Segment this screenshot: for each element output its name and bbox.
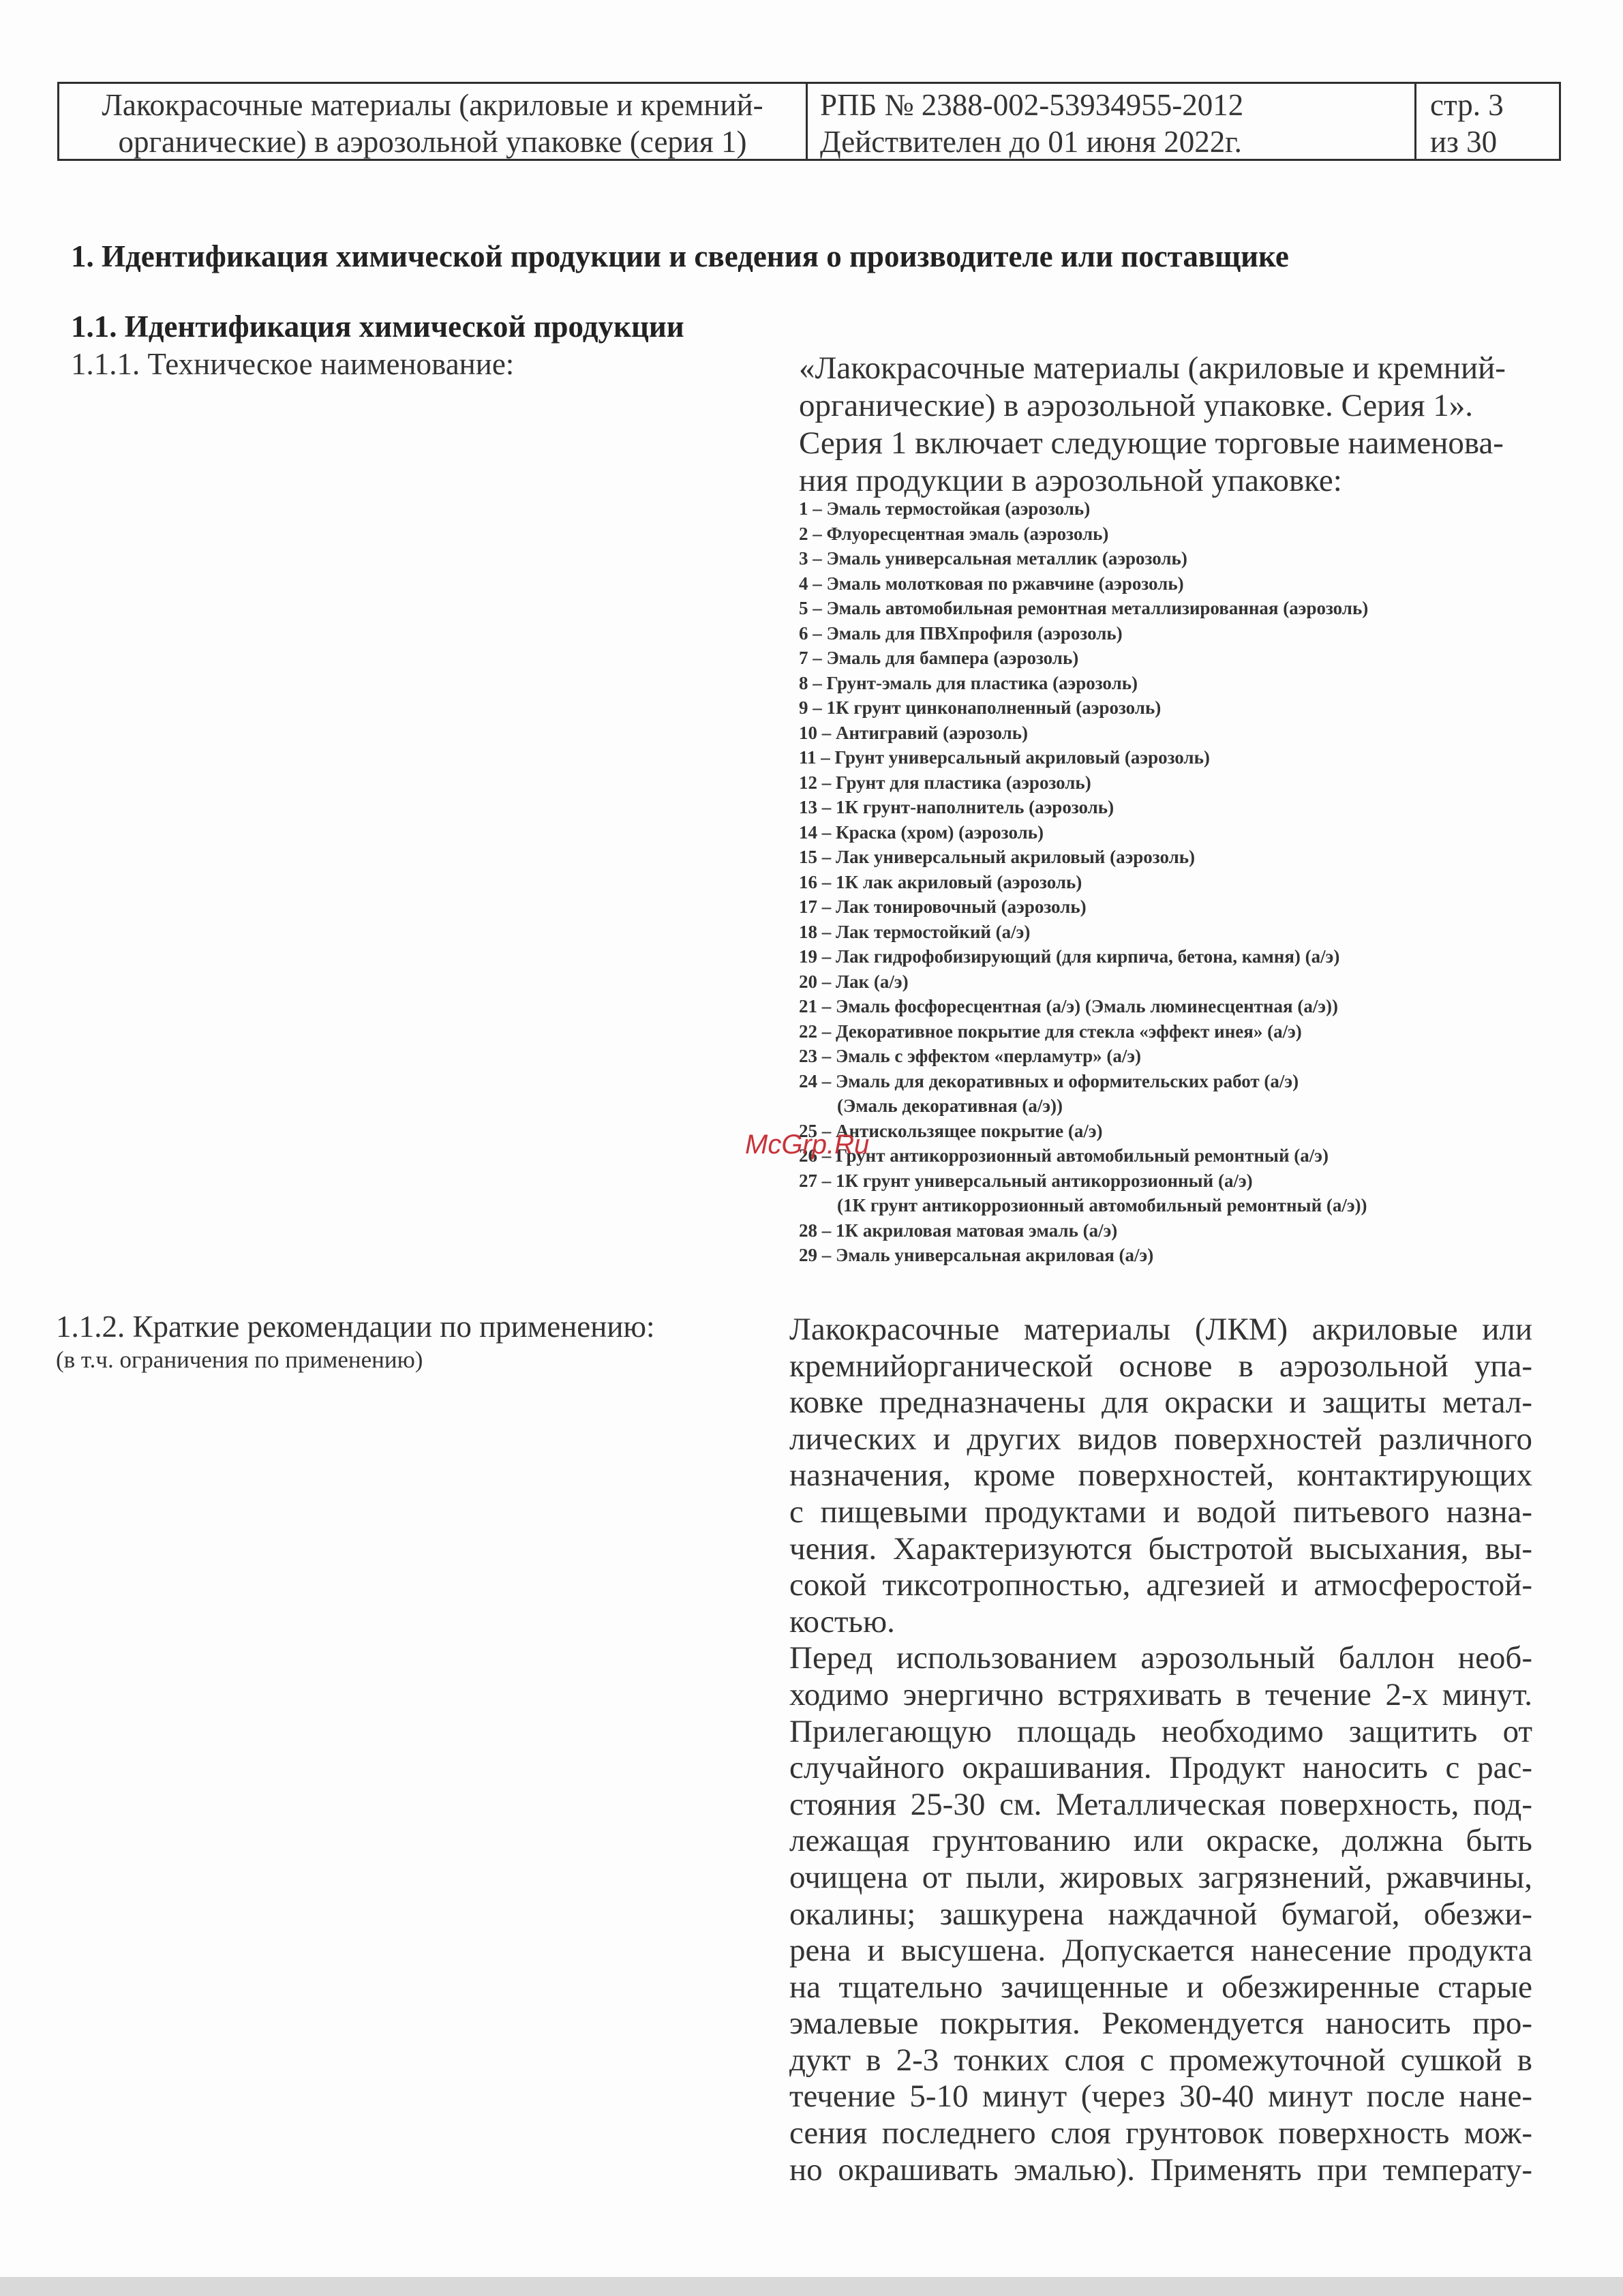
technical-name-line: «Лакокрасочные материалы (акриловые и кремний-	[799, 350, 1506, 386]
scan-edge-shade	[0, 2277, 1623, 2296]
list-item: 15 – Лак универсальный акриловый (аэрозоль)	[799, 847, 1196, 867]
document-header-table	[57, 82, 1561, 161]
usage-line: на тщательно зачищенные и обезжиренные старые	[789, 1969, 1532, 2005]
usage-line: костью.	[789, 1603, 895, 1640]
list-item: 26 – Грунт антикоррозионный автомобильный ремонтный (а/э)	[799, 1145, 1329, 1166]
usage-recommendations-label: 1.1.2. Краткие рекомендации по применению:	[56, 1310, 655, 1344]
list-item: 3 – Эмаль универсальная металлик (аэрозоль)	[799, 548, 1187, 569]
list-item: 27 – 1К грунт универсальный антикоррозионный (а/э)	[799, 1170, 1253, 1191]
list-item: 19 – Лак гидрофобизирующий (для кирпича, бетона, камня) (а/э)	[799, 946, 1340, 967]
usage-line: лических и других видов поверхностей различного	[789, 1421, 1532, 1457]
usage-line: окалины; зашкурена наждачной бумагой, обезжи-	[789, 1896, 1532, 1932]
list-item: 2 – Флуоресцентная эмаль (аэрозоль)	[799, 523, 1109, 544]
list-item: 8 – Грунт-эмаль для пластика (аэрозоль)	[799, 672, 1138, 693]
header-page-total: из 30	[1430, 125, 1498, 159]
technical-name-text	[799, 350, 1534, 500]
list-item: 10 – Антигравий (аэрозоль)	[799, 722, 1029, 743]
usage-line: с пищевыми продуктами и водой питьевого назна-	[789, 1494, 1532, 1530]
list-item: 25 – Антискользящее покрытие (а/э)	[799, 1120, 1103, 1141]
usage-line: случайного окрашивания. Продукт наносить с рас-	[789, 1750, 1532, 1786]
header-page-cell	[1416, 84, 1559, 159]
product-list	[799, 496, 1515, 1268]
section-heading: 1. Идентификация химической продукции и сведения о производителе или поставщике	[71, 239, 1289, 273]
list-item: 9 – 1К грунт цинконаполненный (аэрозоль)	[799, 697, 1162, 718]
list-item: 14 – Краска (хром) (аэрозоль)	[799, 821, 1044, 843]
list-item-continuation: (Эмаль декоративная (а/э))	[837, 1096, 1063, 1116]
list-item: 6 – Эмаль для ПВХпрофиля (аэрозоль)	[799, 622, 1123, 644]
list-item: 24 – Эмаль для декоративных и оформительских работ (а/э)	[799, 1070, 1299, 1091]
usage-line: течение 5-10 минут (через 30-40 минут после нане-	[789, 2079, 1532, 2115]
usage-line: но окрашивать эмалью). Применять при температу-	[789, 2151, 1532, 2188]
header-title-line-2: органические) в аэрозольной упаковке (серия 1)	[118, 125, 747, 159]
list-item-continuation: (1К грунт антикоррозионный автомобильный ремонтный (а/э))	[837, 1195, 1367, 1215]
list-item: 1 – Эмаль термостойкая (аэрозоль)	[799, 498, 1091, 519]
header-title-line-1: Лакокрасочные материалы (акриловые и кремний-	[102, 88, 763, 122]
usage-line: ковке предназначены для окраски и защиты метал-	[789, 1385, 1532, 1421]
header-doc-number: РПБ № 2388-002-53934955-2012	[820, 88, 1244, 122]
usage-line: рена и высушена. Допускается нанесение продукта	[789, 1933, 1532, 1969]
list-item: 18 – Лак термостойкий (а/э)	[799, 921, 1031, 942]
header-validity: Действителен до 01 июня 2022г.	[820, 125, 1242, 159]
technical-name-line: органические) в аэрозольной упаковке. Серия 1».	[799, 388, 1474, 423]
usage-line: очищена от пыли, жировых загрязнений, ржавчины,	[789, 1859, 1532, 1895]
usage-line: лежащая грунтованию или окраске, должна быть	[789, 1823, 1532, 1859]
usage-line: назначения, кроме поверхностей, контактирующих	[789, 1457, 1532, 1494]
technical-name-line: Серия 1 включает следующие торговые наименова-	[799, 425, 1504, 461]
list-item: 23 – Эмаль с эффектом «перламутр» (а/э)	[799, 1046, 1142, 1066]
list-item: 20 – Лак (а/э)	[799, 971, 909, 992]
usage-line: чения. Характеризуются быстротой высыхания, вы-	[789, 1530, 1532, 1567]
list-item: 21 – Эмаль фосфоресцентная (а/э) (Эмаль люминесцентная (а/э))	[799, 996, 1338, 1016]
list-item: 28 – 1К акриловая матовая эмаль (а/э)	[799, 1220, 1118, 1241]
list-item: 11 – Грунт универсальный акриловый (аэрозоль)	[799, 747, 1210, 768]
usage-recommendations-text	[789, 1312, 1532, 2188]
header-document-cell	[808, 84, 1416, 159]
list-item: 22 – Декоративное покрытие для стекла «эффект инея» (а/э)	[799, 1021, 1302, 1042]
usage-line: ходимо энергично встряхивать в течение 2-х минут.	[789, 1676, 1532, 1712]
usage-line: дукт в 2-3 тонких слоя с промежуточной сушкой в	[789, 2042, 1532, 2078]
list-item: 5 – Эмаль автомобильная ремонтная металлизированная (аэрозоль)	[799, 598, 1369, 618]
usage-line: Лакокрасочные материалы (ЛКМ) акриловые или	[789, 1312, 1532, 1347]
usage-line: сокой тиксотропностью, адгезией и атмосферостой-	[789, 1567, 1532, 1603]
list-item: 7 – Эмаль для бампера (аэрозоль)	[799, 648, 1079, 668]
usage-line: сения последнего слоя грунтовок поверхность мож-	[789, 2115, 1532, 2151]
header-title-cell	[59, 84, 808, 159]
usage-restrictions-sublabel: (в т.ч. ограничения по применению)	[56, 1346, 423, 1373]
list-item: 16 – 1К лак акриловый (аэрозоль)	[799, 871, 1082, 892]
usage-line: стояния 25-30 см. Металлическая поверхность, под-	[789, 1786, 1532, 1822]
list-item: 13 – 1К грунт-наполнитель (аэрозоль)	[799, 797, 1114, 817]
list-item: 12 – Грунт для пластика (аэрозоль)	[799, 772, 1091, 793]
list-item: 29 – Эмаль универсальная акриловая (а/э)	[799, 1245, 1154, 1265]
watermark: McGrp.Ru	[745, 1130, 870, 1160]
usage-line: Прилегающую площадь необходимо защитить от	[789, 1713, 1532, 1749]
subsection-heading: 1.1. Идентификация химической продукции	[71, 309, 684, 344]
usage-line: кремнийорганической основе в аэрозольной упа-	[789, 1348, 1532, 1384]
list-item: 17 – Лак тонировочный (аэрозоль)	[799, 896, 1087, 917]
list-item: 4 – Эмаль молотковая по ржавчине (аэрозоль)	[799, 573, 1184, 594]
usage-line: эмалевые покрытия. Рекомендуется наносить про-	[789, 2006, 1532, 2042]
usage-line: Перед использованием аэрозольный баллон необ-	[789, 1640, 1532, 1676]
technical-name-label: 1.1.1. Техническое наименование:	[71, 347, 515, 381]
technical-name-line: ния продукции в аэрозольной упаковке:	[799, 463, 1342, 498]
header-page-number: стр. 3	[1430, 88, 1504, 122]
